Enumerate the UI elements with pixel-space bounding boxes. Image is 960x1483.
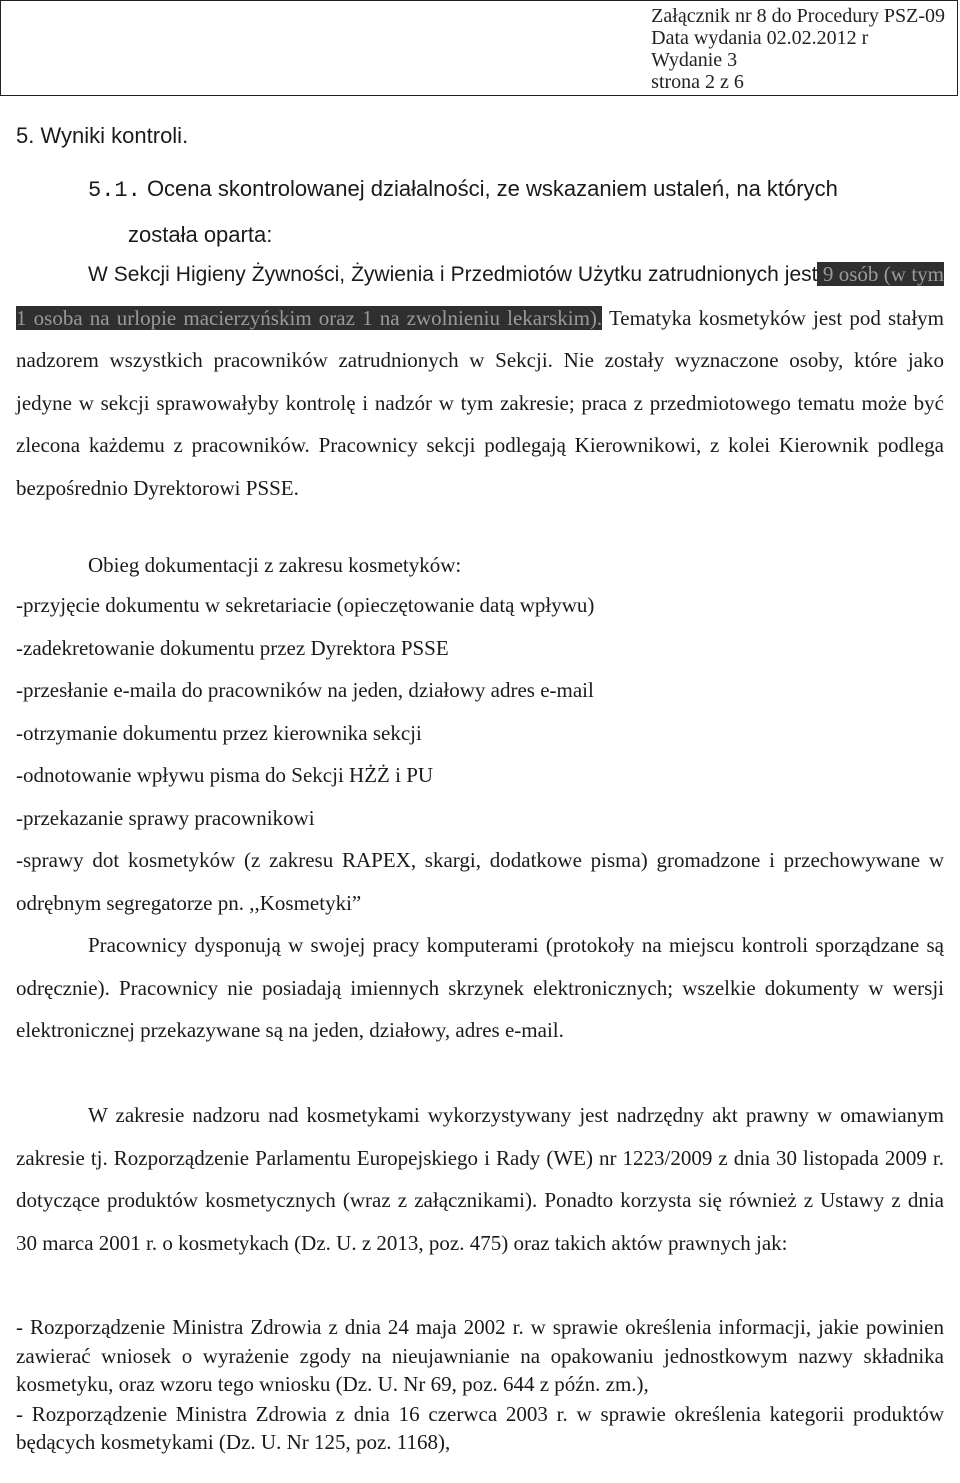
legal-references (16, 1313, 944, 1458)
list-item: -otrzymanie dokumentu przez kierownika sekcji (16, 720, 422, 745)
list-item: -sprawy dot kosmetyków (z zakresu RAPEX, skargi, dodatkowe pisma) gromadzone i przechowywane w odrębnym segregatorze pn. ,,Kosmetyki” (16, 848, 944, 915)
list-item: -przekazanie sprawy pracownikowi (16, 805, 315, 830)
document-flow-list (16, 584, 944, 924)
list-item: -przyjęcie dokumentu w sekretariacie (opieczętowanie datą wpływu) (16, 593, 595, 617)
redacted-text: 9 osób (w tym 1 osoba na urlopie macierzyńskim oraz 1 na zwolnieniu lekarskim). (16, 262, 945, 330)
staff-paragraph-lead: W Sekcji Higieny Żywności, Żywienia i Przedmiotów Użytku zatrudnionych jest (88, 263, 818, 286)
list-item: -odnotowanie wpływu pisma do Sekcji HŻŻ i PU (16, 763, 434, 787)
header-edition: Wydanie 3 (651, 49, 738, 71)
section-heading (88, 167, 948, 257)
list-item: -przesłanie e-maila do pracowników na jeden, działowy adres e-mail (16, 678, 594, 702)
section-number: 5.1. (88, 178, 141, 203)
document-flow-title: Obieg dokumentacji z zakresu kosmetyków: (88, 553, 462, 577)
computers-paragraph: Pracownicy dysponują w swojej pracy komputerami (protokoły na miejscu kontroli sporządzane są odręcznie). Pracownicy nie posiadają imiennych skrzynek elektronicznych; wszelkie dokumenty w wersji elektronicznej przekazywane są na jeden, działowy, adres e-mail. (16, 933, 944, 1043)
document-header (0, 0, 958, 96)
header-page-number: strona 2 z 6 (651, 71, 744, 93)
legal-basis-paragraph: W zakresie nadzoru nad kosmetykami wykorzystywany jest nadrzędny akt prawny w omawianym zakresie tj. Rozporządzenie Parlamentu Europejskiego i Rady (WE) nr 1223/2009 z dnia 30 listopada 2009 r. dotyczące produktów kosmetycznych (wraz z załącznikami). Ponadto korzysta się również z Ustawy z dnia 30 marca 2001 r. o kosmetykach (Dz. U. z 2013, poz. 475) oraz takich aktów prawnych jak: (16, 1103, 944, 1255)
header-info (651, 5, 945, 93)
list-item: -zadekretowanie dokumentu przez Dyrektora PSSE (16, 635, 449, 660)
header-issue-date: Data wydania 02.02.2012 r (651, 27, 869, 49)
legal-reference-item: - Rozporządzenie Ministra Zdrowia z dnia 16 czerwca 2003 r. w sprawie określenia kategorii produktów będących kosmetykami (Dz. U. Nr 125, poz. 1168), (16, 1401, 944, 1454)
section-heading-continuation: została oparta: (128, 222, 273, 247)
legal-reference-item: - Rozporządzenie Ministra Zdrowia z dnia 24 maja 2002 r. w sprawie określenia informacji, jakie powinien zawierać wniosek o wyrażenie zgody na nieujawnianie na opakowaniu jednostkowym nazwy składnika kosmetyku, oraz wzoru tego wniosku (Dz. U. Nr 69, poz. 644 z późn. zm.), (16, 1315, 944, 1396)
page-title: 5. Wyniki kontroli. (16, 123, 189, 148)
header-attachment: Załącznik nr 8 do Procedury PSZ-09 (651, 5, 945, 27)
section-heading-text: Ocena skontrolowanej działalności, ze wskazaniem ustaleń, na których (146, 176, 838, 201)
staff-paragraph (16, 253, 944, 510)
staff-paragraph-rest: Tematyka kosmetyków jest pod stałym nadzorem wszystkich pracowników zatrudnionych w Sekcji. Nie zostały wyznaczone osoby, które jako jedyne w sekcji sprawowałyby kontrolę i nadzór w tym zakresie; praca z przedmiotowego tematu może być zlecona każdemu z pracowników. Pracownicy sekcji podlegają Kierownikowi, z kolei Kierownik podlega bezpośrednio Dyrektorowi PSSE. (16, 305, 944, 500)
